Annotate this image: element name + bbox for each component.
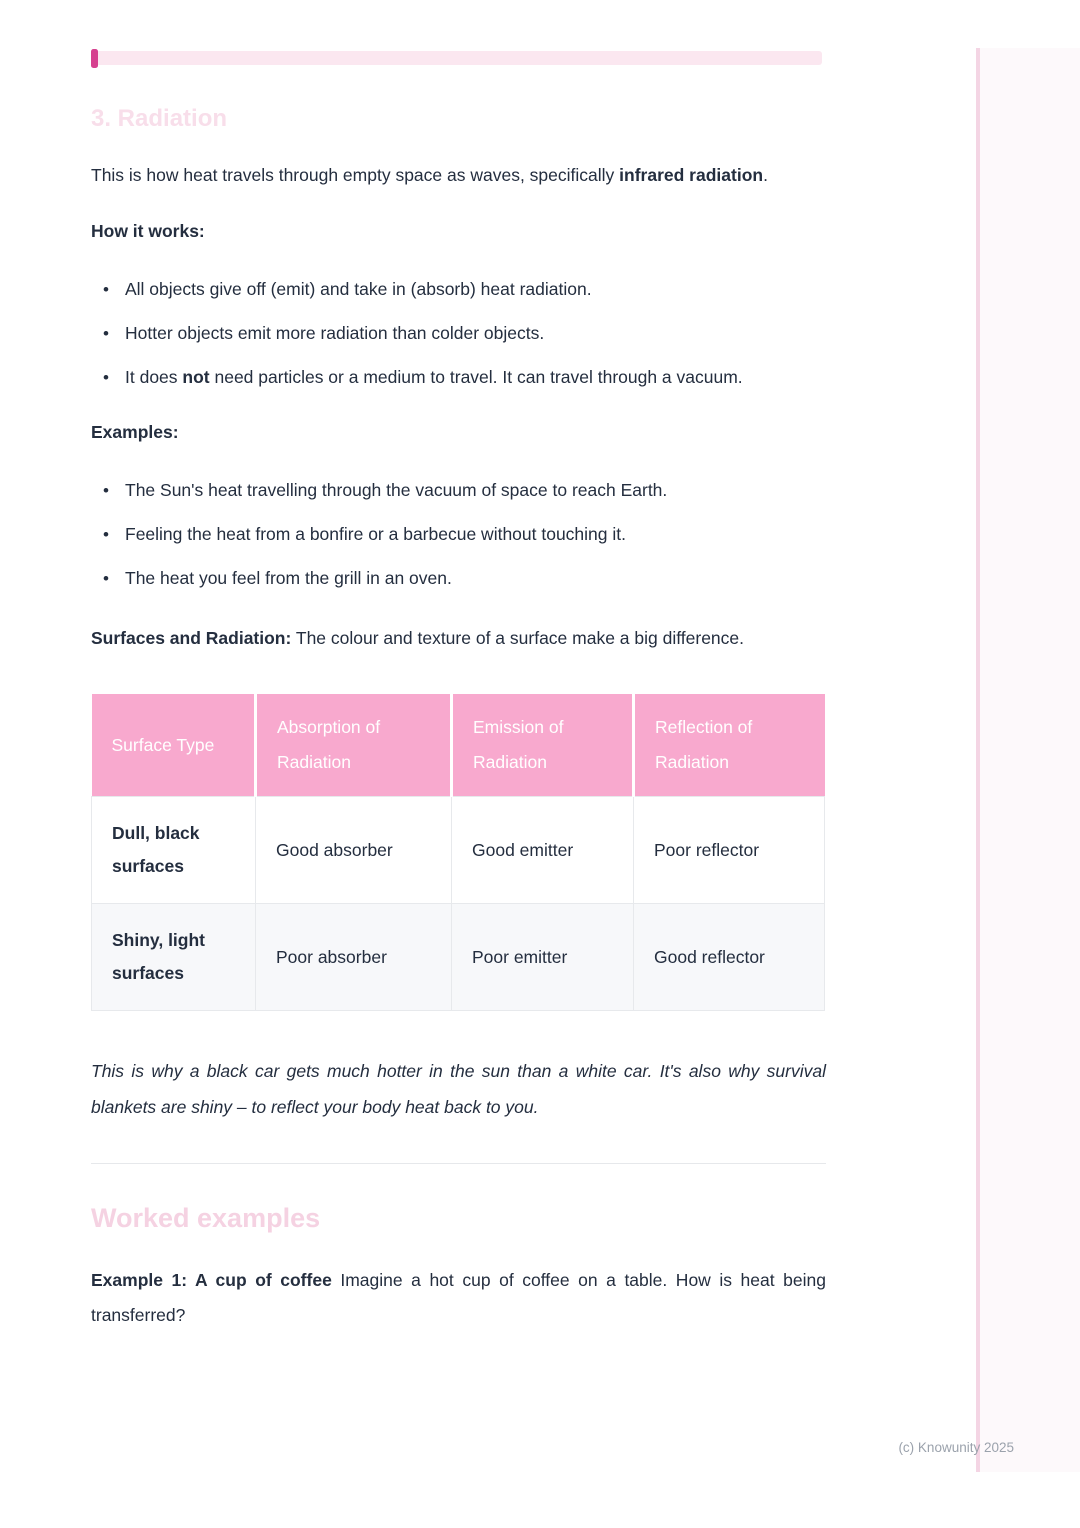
surface-radiation-table xyxy=(91,694,825,1011)
bullet-icon: • xyxy=(103,368,109,387)
example-1-label: Example 1: A cup of coffee xyxy=(91,1270,332,1290)
table-row xyxy=(92,797,825,904)
cell-emission: Good emitter xyxy=(452,797,634,904)
surfaces-paragraph xyxy=(91,621,826,656)
how-it-works-label: How it works: xyxy=(91,221,205,241)
italic-note: This is why a black car gets much hotter in the sun than a white car. It's also why survival blankets are shiny – to reflect your body heat back to you. xyxy=(91,1061,826,1117)
bullet-icon: • xyxy=(103,324,109,343)
list-item-text: All objects give off (emit) and take in (absorb) heat radiation. xyxy=(125,279,592,299)
cell-surface: Shiny, light surfaces xyxy=(92,904,256,1011)
table-header-reflection: Reflection of Radiation xyxy=(634,694,825,797)
cell-reflection: Good reflector xyxy=(634,904,825,1011)
table-row xyxy=(92,904,825,1011)
list-item xyxy=(91,518,826,551)
right-pink-rule xyxy=(976,48,980,1472)
section-divider xyxy=(91,1163,826,1164)
list-item xyxy=(91,562,826,595)
list-item xyxy=(91,273,826,306)
table-header-absorption: Absorption of Radiation xyxy=(256,694,452,797)
bullet-icon: • xyxy=(103,481,109,500)
list-item-text: The heat you feel from the grill in an oven. xyxy=(125,568,452,588)
bullet-icon: • xyxy=(103,569,109,588)
list-item-text-bold: not xyxy=(182,367,210,387)
document-content xyxy=(91,0,826,1333)
intro-text-bold: infrared radiation xyxy=(619,165,764,185)
cell-surface: Dull, black surfaces xyxy=(92,797,256,904)
examples-label: Examples: xyxy=(91,422,179,442)
examples-list xyxy=(91,474,826,595)
list-item-text: The Sun's heat travelling through the vacuum of space to reach Earth. xyxy=(125,480,668,500)
list-item xyxy=(91,317,826,350)
pink-accent-notch xyxy=(91,49,98,68)
intro-text-post: . xyxy=(763,165,768,185)
cell-emission: Poor emitter xyxy=(452,904,634,1011)
surfaces-text: The colour and texture of a surface make a big difference. xyxy=(291,628,745,648)
cell-reflection: Poor reflector xyxy=(634,797,825,904)
table-header-emission: Emission of Radiation xyxy=(452,694,634,797)
table-header-surface-type: Surface Type xyxy=(92,694,256,797)
bullet-icon: • xyxy=(103,280,109,299)
cell-absorption: Good absorber xyxy=(256,797,452,904)
example-1-text: Imagine a hot cup of coffee on a table. How is heat being transferred? xyxy=(91,1270,826,1325)
section-heading-radiation: 3. Radiation xyxy=(91,105,228,132)
example-1-paragraph xyxy=(91,1263,826,1333)
worked-examples-heading: Worked examples xyxy=(91,1203,321,1233)
intro-text-pre: This is how heat travels through empty space as waves, specifically xyxy=(91,165,620,185)
list-item-text: Hotter objects emit more radiation than colder objects. xyxy=(125,323,545,343)
how-it-works-list xyxy=(91,273,826,394)
list-item-text: Feeling the heat from a bonfire or a barbecue without touching it. xyxy=(125,524,626,544)
radiation-intro-paragraph xyxy=(91,158,826,193)
table-header-row xyxy=(92,694,825,797)
list-item xyxy=(91,361,826,394)
right-margin-wash xyxy=(980,48,1080,1472)
list-item-text: It does xyxy=(125,367,183,387)
list-item xyxy=(91,474,826,507)
cell-absorption: Poor absorber xyxy=(256,904,452,1011)
bullet-icon: • xyxy=(103,525,109,544)
copyright-footer: (c) Knowunity 2025 xyxy=(898,1440,1014,1455)
surfaces-label: Surfaces and Radiation: xyxy=(91,628,292,648)
list-item-text: need particles or a medium to travel. It can travel through a vacuum. xyxy=(209,367,743,387)
